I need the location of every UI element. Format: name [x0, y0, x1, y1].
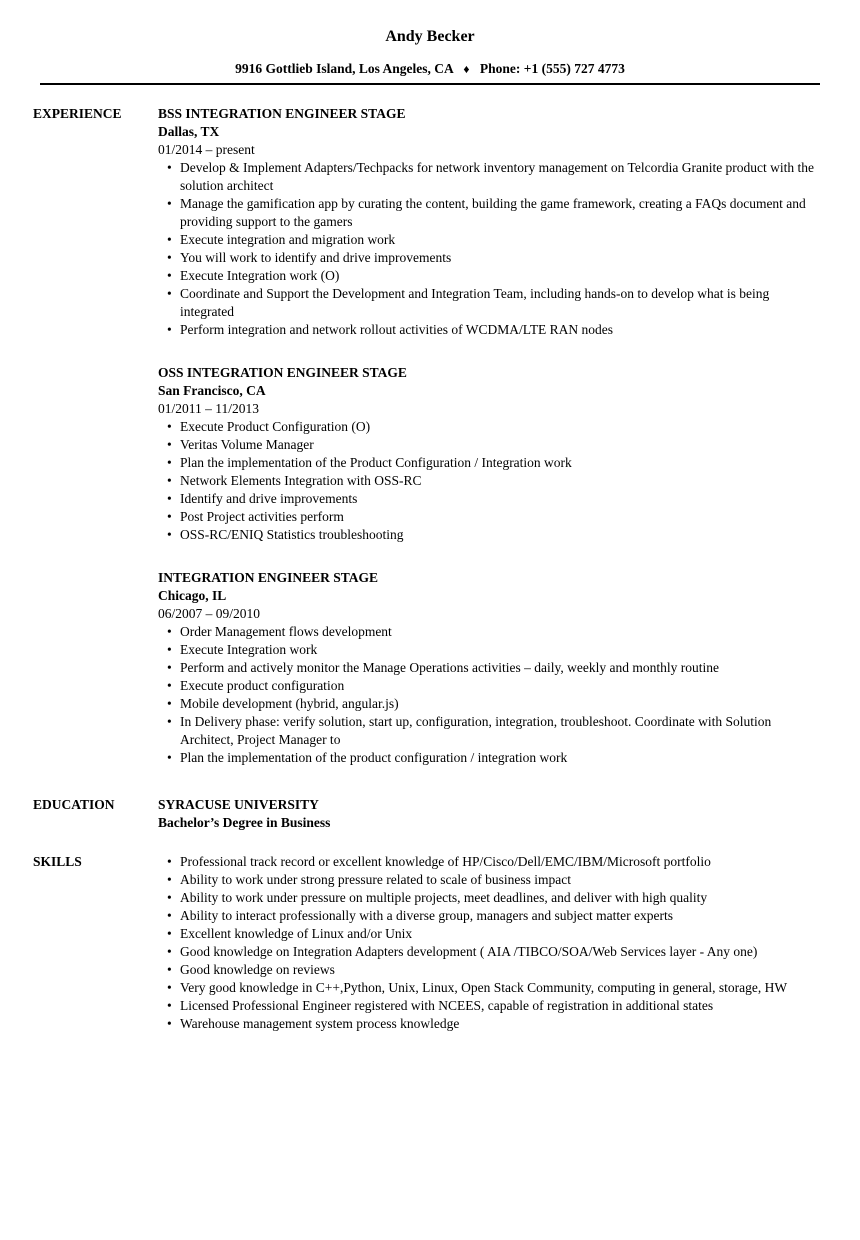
- job-dates: 06/2007 – 09/2010: [158, 606, 261, 621]
- education-label: EDUCATION: [33, 797, 115, 812]
- skills-list: [158, 853, 820, 1033]
- section-experience: [0, 105, 860, 767]
- bullet-item: • OSS-RC/ENIQ Statistics troubleshooting: [180, 526, 820, 544]
- bullet-item: • You will work to identify and drive improvements: [180, 249, 820, 267]
- bullet-item: • Veritas Volume Manager: [180, 436, 820, 454]
- contact-line: [0, 60, 860, 78]
- phone-text: Phone: +1 (555) 727 4773: [479, 61, 625, 76]
- job-entry: [158, 364, 820, 544]
- bullet-item: • Plan the implementation of the product configuration / integration work: [180, 749, 820, 767]
- header: [0, 0, 860, 85]
- skill-item: • Licensed Professional Engineer registered with NCEES, capable of registration in additional states: [180, 997, 820, 1015]
- skill-item: • Ability to interact professionally with a diverse group, managers and subject matter experts: [180, 907, 820, 925]
- school-name: SYRACUSE UNIVERSITY: [158, 797, 319, 812]
- job-location: Dallas, TX: [158, 124, 220, 139]
- bullet-item: • Network Elements Integration with OSS-RC: [180, 472, 820, 490]
- bullet-item: • Execute Integration work: [180, 641, 820, 659]
- bullet-item: • Plan the implementation of the Product Configuration / Integration work: [180, 454, 820, 472]
- bullet-item: • Execute product configuration: [180, 677, 820, 695]
- skill-item: • Excellent knowledge of Linux and/or Unix: [180, 925, 820, 943]
- job-title: INTEGRATION ENGINEER STAGE: [158, 570, 379, 585]
- skill-item: • Good knowledge on reviews: [180, 961, 820, 979]
- experience-content: [158, 105, 820, 767]
- skill-item: • Ability to work under strong pressure related to scale of business impact: [180, 871, 820, 889]
- bullet-item: • Identify and drive improvements: [180, 490, 820, 508]
- skills-content: [158, 853, 820, 1033]
- bullet-item: • Execute Integration work (O): [180, 267, 820, 285]
- job-title: BSS INTEGRATION ENGINEER STAGE: [158, 106, 406, 121]
- bullet-item: • Coordinate and Support the Development and Integration Team, including hands-on to develop what is being integrated: [180, 285, 820, 321]
- section-skills: [0, 853, 860, 1033]
- header-divider: [40, 83, 820, 85]
- job-bullets: [158, 418, 820, 544]
- education-content: [158, 796, 820, 832]
- degree-name: Bachelor’s Degree in Business: [158, 815, 331, 830]
- bullet-item: • Develop & Implement Adapters/Techpacks for network inventory management on Telcordia Granite product with the solution architect: [180, 159, 820, 195]
- skill-item: • Ability to work under pressure on multiple projects, meet deadlines, and deliver with high quality: [180, 889, 820, 907]
- experience-label: EXPERIENCE: [33, 106, 122, 121]
- bullet-item: • Post Project activities perform: [180, 508, 820, 526]
- section-education: [0, 796, 860, 832]
- bullet-item: • Execute integration and migration work: [180, 231, 820, 249]
- diamond-separator-icon: ♦: [463, 62, 470, 76]
- bullet-item: • Perform and actively monitor the Manage Operations activities – daily, weekly and monthly routine: [180, 659, 820, 677]
- job-dates: 01/2014 – present: [158, 142, 255, 157]
- bullet-item: • Order Management flows development: [180, 623, 820, 641]
- skill-item: • Warehouse management system process knowledge: [180, 1015, 820, 1033]
- candidate-name: Andy Becker: [385, 28, 475, 45]
- bullet-item: • Perform integration and network rollout activities of WCDMA/LTE RAN nodes: [180, 321, 820, 339]
- job-location: San Francisco, CA: [158, 383, 266, 398]
- bullet-item: • In Delivery phase: verify solution, start up, configuration, integration, troubleshoot. Coordinate with Solution Architect, Project Manager to: [180, 713, 820, 749]
- job-entry: [158, 105, 820, 339]
- skill-item: • Professional track record or excellent knowledge of HP/Cisco/Dell/EMC/IBM/Microsoft portfolio: [180, 853, 820, 871]
- job-bullets: [158, 159, 820, 339]
- skills-label: SKILLS: [33, 854, 82, 869]
- bullet-item: • Manage the gamification app by curating the content, building the game framework, creating a FAQs document and providing support to the gamers: [180, 195, 820, 231]
- bullet-item: • Mobile development (hybrid, angular.js): [180, 695, 820, 713]
- skill-item: • Good knowledge on Integration Adapters development ( AIA /TIBCO/SOA/Web Services layer - Any one): [180, 943, 820, 961]
- job-dates: 01/2011 – 11/2013: [158, 401, 259, 416]
- job-location: Chicago, IL: [158, 588, 227, 603]
- skill-item: • Very good knowledge in C++,Python, Unix, Linux, Open Stack Community, computing in general, storage, HW: [180, 979, 820, 997]
- job-entry: [158, 569, 820, 767]
- bullet-item: • Execute Product Configuration (O): [180, 418, 820, 436]
- address-text: 9916 Gottlieb Island, Los Angeles, CA: [235, 61, 454, 76]
- job-bullets: [158, 623, 820, 767]
- job-title: OSS INTEGRATION ENGINEER STAGE: [158, 365, 407, 380]
